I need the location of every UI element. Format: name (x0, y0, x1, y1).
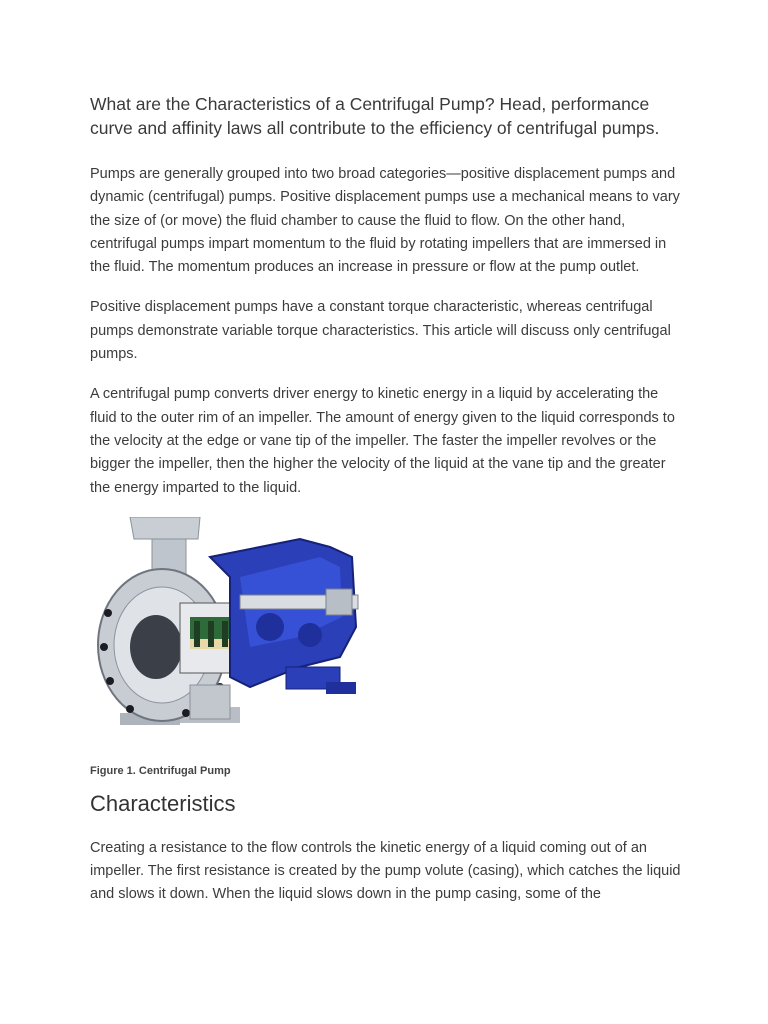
article-title: What are the Characteristics of a Centrifugal Pump? Head, performance curve and affinity laws all contribute to the efficiency of centrifugal pumps. (90, 94, 660, 138)
section-heading: Characteristics (90, 790, 236, 816)
paragraph-2: Positive displacement pumps have a constant torque characteristic, whereas centrifugal pumps demonstrate variable torque characteristics. This article will discuss only centrifugal pumps. (90, 299, 671, 363)
section-paragraph: Creating a resistance to the flow controls the kinetic energy of a liquid coming out of an impeller. The first resistance is created by the pump volute (casing), which catches the liquid and slows it down. When the liquid slows down in the pump casing, some of the (90, 839, 681, 903)
outlet-flange (130, 517, 200, 539)
paragraph-1: Pumps are generally grouped into two broad categories—positive displacement pumps and dynamic (centrifugal) pumps. Positive displacement pumps use a mechanical means to vary the size of (or move) the fluid chamber to cause the fluid to flow. On the other hand, centrifugal pumps impart momentum to the fluid by rotating impellers that are immersed in the fluid. The momentum produces an increase in pressure or flow at the pump outlet. (90, 166, 680, 276)
centrifugal-pump-illustration (90, 517, 370, 749)
figure-caption: Figure 1. Centrifugal Pump (90, 764, 231, 777)
article (90, 92, 682, 924)
pump-figure (90, 517, 370, 749)
paragraph-3: A centrifugal pump converts driver energy to kinetic energy in a liquid by accelerating the fluid to the outer rim of an impeller. The amount of energy given to the liquid corresponds to the velocity at the edge or vane tip of the impeller. The faster the impeller revolves or the bigger the impeller, then the higher the velocity of the liquid at the vane tip and the greater the energy imparted to the liquid. (90, 386, 675, 496)
